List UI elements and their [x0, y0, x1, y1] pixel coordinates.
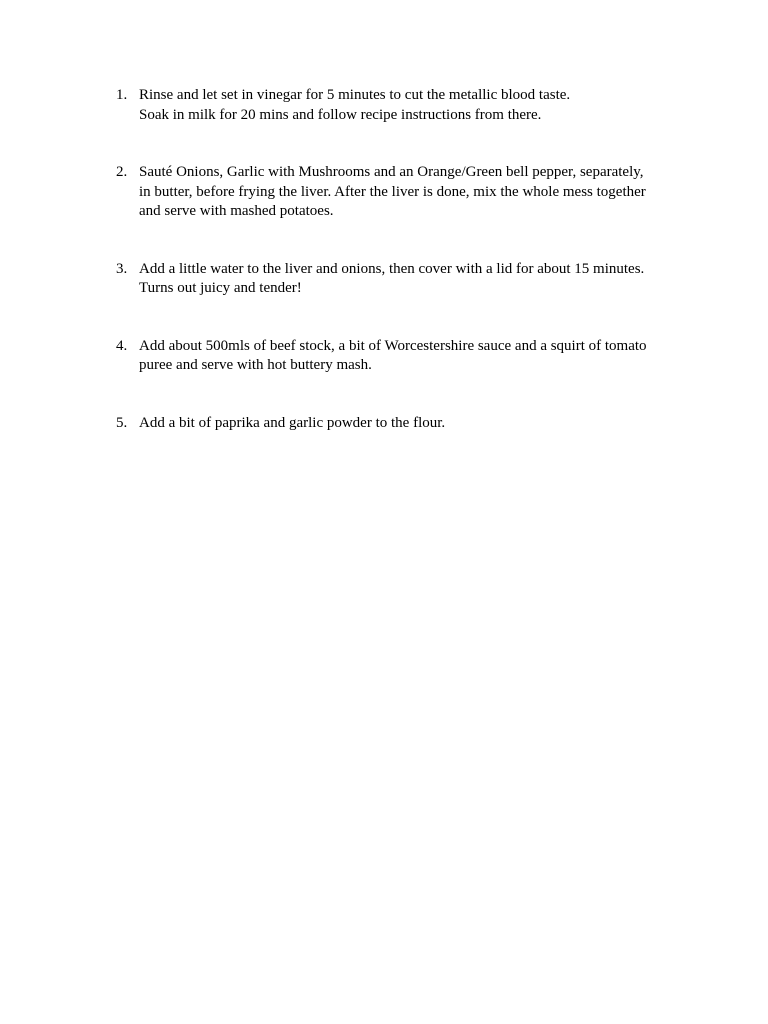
list-item [110, 86, 670, 125]
list-item [110, 260, 670, 299]
text-line: Turns out juicy and tender! [139, 280, 302, 296]
text-line: in butter, before frying the liver. After the liver is done, mix the whole mess together [139, 183, 646, 200]
tips-list [110, 86, 670, 471]
text-line: Add a bit of paprika and garlic powder to the flour. [139, 414, 446, 431]
list-item-text [139, 86, 670, 125]
list-item-number: 1. [116, 87, 128, 103]
list-item [110, 337, 670, 376]
text-line: Sauté Onions, Garlic with Mushrooms and an Orange/Green bell pepper, separately, [139, 164, 644, 180]
list-item-text [139, 337, 670, 376]
list-item [110, 414, 670, 434]
list-item-number: 3. [116, 260, 128, 277]
list-item-number: 2. [116, 164, 128, 180]
list-item-number: 5. [116, 414, 128, 431]
text-line: and serve with mashed potatoes. [139, 203, 334, 219]
text-line: Rinse and let set in vinegar for 5 minutes to cut the metallic blood taste. [139, 87, 571, 103]
text-line: Soak in milk for 20 mins and follow recipe instructions from there. [139, 106, 542, 123]
text-line: Add about 500mls of beef stock, a bit of Worcestershire sauce and a squirt of tomato [139, 337, 647, 354]
list-item-text [139, 163, 670, 222]
text-line: puree and serve with hot buttery mash. [139, 357, 372, 373]
list-item-number: 4. [116, 337, 128, 354]
list-item-text [139, 260, 670, 299]
list-item-text [139, 414, 670, 434]
list-item [110, 163, 670, 222]
text-line: Add a little water to the liver and onions, then cover with a lid for about 15 minutes. [139, 260, 645, 277]
